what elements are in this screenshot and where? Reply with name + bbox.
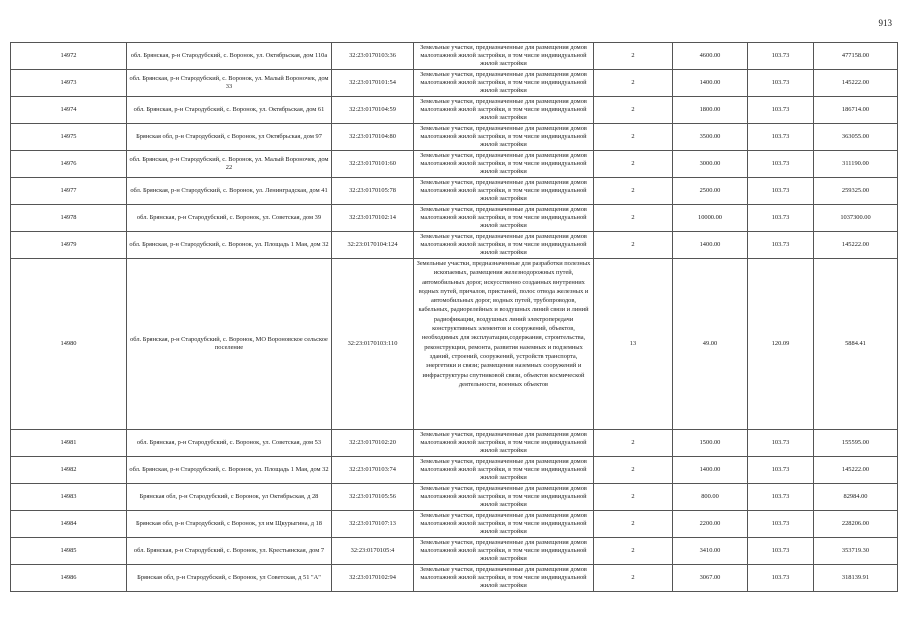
area-value: 1400.00 — [673, 457, 748, 484]
address-cell: обл. Брянская, р-н Стародубский, с. Воронок, ул. Советская, дом 39 — [127, 205, 332, 232]
table-row — [11, 43, 898, 70]
specific-value: 103.73 — [748, 124, 814, 151]
record-number: 14982 — [11, 457, 127, 484]
cadastral-number: 32:23:0170102:94 — [332, 565, 414, 592]
specific-value: 103.73 — [748, 511, 814, 538]
land-use-description: Земельные участки, предназначенные для размещения домов малоэтажной жилой застройки, в том числе индивидуальной жилой застройки — [414, 232, 594, 259]
record-number: 14983 — [11, 484, 127, 511]
land-use-description: Земельные участки, предназначенные для размещения домов малоэтажной жилой застройки, в том числе индивидуальной жилой застройки — [414, 178, 594, 205]
land-use-description: Земельные участки, предназначенные для размещения домов малоэтажной жилой застройки, в том числе индивидуальной жилой застройки — [414, 457, 594, 484]
specific-value: 103.73 — [748, 430, 814, 457]
table-row — [11, 97, 898, 124]
specific-value: 103.73 — [748, 151, 814, 178]
record-number: 14973 — [11, 70, 127, 97]
area-value: 1500.00 — [673, 430, 748, 457]
cadastral-value: 145222.00 — [814, 457, 898, 484]
cadastral-value: 5884.41 — [814, 259, 898, 430]
cadastral-number: 32:23:0170104:124 — [332, 232, 414, 259]
cadastral-value: 145222.00 — [814, 232, 898, 259]
group-number: 2 — [594, 511, 673, 538]
cadastral-number: 32:23:0170103:74 — [332, 457, 414, 484]
record-number: 14975 — [11, 124, 127, 151]
specific-value: 103.73 — [748, 484, 814, 511]
table-row — [11, 511, 898, 538]
area-value: 3500.00 — [673, 124, 748, 151]
record-number: 14981 — [11, 430, 127, 457]
land-use-description: Земельные участки, предназначенные для размещения домов малоэтажной жилой застройки, в том числе индивидуальной жилой застройки — [414, 124, 594, 151]
specific-value: 103.73 — [748, 457, 814, 484]
cadastral-number: 32:23:0170107:13 — [332, 511, 414, 538]
address-cell: обл. Брянская, р-н Стародубский, с. Воронок, ул. Октябрьская, дом 110а — [127, 43, 332, 70]
table-row — [11, 484, 898, 511]
specific-value: 103.73 — [748, 205, 814, 232]
table-row — [11, 178, 898, 205]
group-number: 2 — [594, 484, 673, 511]
group-number: 2 — [594, 565, 673, 592]
cadastral-number: 32:23:0170105:56 — [332, 484, 414, 511]
group-number: 2 — [594, 97, 673, 124]
address-cell: Брянская обл, р-н Стародубский, с Воронок, ул Октябрьская, дом 97 — [127, 124, 332, 151]
cadastral-number: 32:23:0170103:36 — [332, 43, 414, 70]
land-use-description: Земельные участки, предназначенные для размещения домов малоэтажной жилой застройки, в том числе индивидуальной жилой застройки — [414, 43, 594, 70]
area-value: 3067.00 — [673, 565, 748, 592]
registry-body — [11, 43, 898, 592]
land-use-description: Земельные участки, предназначенные для разработки полезных ископаемых, размещения железнодорожных путей, автомобильных дорог, искусственно созданных внутренних водных путей, причалов, пристаней, полос отвода железных и автомобильных дорог, водных путей, трубопроводов, кабельных, радиорелейных и воздушных линий связи и линий радиофикации, воздушных линий электропередачи конструктивных элементов и сооружений, объектов, необходимых для эксплуатации,содержания, строительства, реконструкции, ремонта, развития наземных и подземных зданий, строений, сооружений, устройств транспорта, энергетики и связи; размещения наземных сооружений и инфраструктуры спутниковой связи, объектов космической деятельности, военных объектов — [414, 259, 594, 430]
area-value: 49.00 — [673, 259, 748, 430]
group-number: 2 — [594, 151, 673, 178]
cadastral-number: 32:23:0170105:4 — [332, 538, 414, 565]
cadastral-value: 82984.00 — [814, 484, 898, 511]
area-value: 4600.00 — [673, 43, 748, 70]
specific-value: 103.73 — [748, 538, 814, 565]
cadastral-value: 318139.91 — [814, 565, 898, 592]
cadastral-value: 155595.00 — [814, 430, 898, 457]
table-row — [11, 232, 898, 259]
land-use-description: Земельные участки, предназначенные для размещения домов малоэтажной жилой застройки, в том числе индивидуальной жилой застройки — [414, 511, 594, 538]
cadastral-value: 228206.00 — [814, 511, 898, 538]
land-registry-table — [10, 42, 898, 592]
group-number: 13 — [594, 259, 673, 430]
group-number: 2 — [594, 430, 673, 457]
cadastral-value: 477158.00 — [814, 43, 898, 70]
table-row — [11, 70, 898, 97]
record-number: 14972 — [11, 43, 127, 70]
area-value: 1800.00 — [673, 97, 748, 124]
record-number: 14978 — [11, 205, 127, 232]
address-cell: обл. Брянская, р-н Стародубский, с. Воронок, ул. Октябрьская, дом 61 — [127, 97, 332, 124]
record-number: 14985 — [11, 538, 127, 565]
table-row — [11, 259, 898, 430]
group-number: 2 — [594, 70, 673, 97]
area-value: 1400.00 — [673, 232, 748, 259]
specific-value: 103.73 — [748, 232, 814, 259]
specific-value: 103.73 — [748, 565, 814, 592]
area-value: 10000.00 — [673, 205, 748, 232]
specific-value: 103.73 — [748, 97, 814, 124]
page-number: 913 — [878, 18, 892, 28]
land-use-description: Земельные участки, предназначенные для размещения домов малоэтажной жилой застройки, в том числе индивидуальной жилой застройки — [414, 484, 594, 511]
cadastral-value: 353719.30 — [814, 538, 898, 565]
record-number: 14974 — [11, 97, 127, 124]
cadastral-value: 259325.00 — [814, 178, 898, 205]
record-number: 14976 — [11, 151, 127, 178]
cadastral-number: 32:23:0170104:80 — [332, 124, 414, 151]
group-number: 2 — [594, 232, 673, 259]
area-value: 3000.00 — [673, 151, 748, 178]
cadastral-value: 363055.00 — [814, 124, 898, 151]
area-value: 800.00 — [673, 484, 748, 511]
land-use-description: Земельные участки, предназначенные для размещения домов малоэтажной жилой застройки, в том числе индивидуальной жилой застройки — [414, 538, 594, 565]
group-number: 2 — [594, 124, 673, 151]
record-number: 14980 — [11, 259, 127, 430]
area-value: 2200.00 — [673, 511, 748, 538]
cadastral-number: 32:23:0170101:54 — [332, 70, 414, 97]
cadastral-value: 1037300.00 — [814, 205, 898, 232]
record-number: 14977 — [11, 178, 127, 205]
table-row — [11, 205, 898, 232]
area-value: 1400.00 — [673, 70, 748, 97]
specific-value: 103.73 — [748, 43, 814, 70]
table-row — [11, 151, 898, 178]
specific-value: 120.09 — [748, 259, 814, 430]
table-row — [11, 457, 898, 484]
address-cell: обл. Брянская, р-н Стародубский, с. Воронок, ул. Площадь 1 Мая, дом 32 — [127, 457, 332, 484]
record-number: 14984 — [11, 511, 127, 538]
cadastral-number: 32:23:0170102:20 — [332, 430, 414, 457]
cadastral-value: 311190.00 — [814, 151, 898, 178]
group-number: 2 — [594, 457, 673, 484]
cadastral-number: 32:23:0170101:60 — [332, 151, 414, 178]
address-cell: обл. Брянская, р-н Стародубский, с. Воронок, ул. Площадь 1 Мая, дом 32 — [127, 232, 332, 259]
cadastral-number: 32:23:0170103:110 — [332, 259, 414, 430]
cadastral-number: 32:23:0170104:59 — [332, 97, 414, 124]
cadastral-value: 186714.00 — [814, 97, 898, 124]
land-use-description: Земельные участки, предназначенные для размещения домов малоэтажной жилой застройки, в том числе индивидуальной жилой застройки — [414, 430, 594, 457]
address-cell: Брянская обл, р-н Стародубский, с Воронок, ул им Щкурыгина, д 18 — [127, 511, 332, 538]
address-cell: обл. Брянская, р-н Стародубский, с. Воронок, ул. Малый Вороночек, дом 22 — [127, 151, 332, 178]
address-cell: Брянская обл, р-н Стародубский, с Воронок, ул Октябрьская, д 28 — [127, 484, 332, 511]
cadastral-number: 32:23:0170102:14 — [332, 205, 414, 232]
address-cell: обл. Брянская, р-н Стародубский, с. Воронок, ул. Ленинградская, дом 41 — [127, 178, 332, 205]
cadastral-value: 145222.00 — [814, 70, 898, 97]
land-use-description: Земельные участки, предназначенные для размещения домов малоэтажной жилой застройки, в том числе индивидуальной жилой застройки — [414, 70, 594, 97]
address-cell: Брянская обл, р-н Стародубский, с Воронок, ул Советская, д 51 "А" — [127, 565, 332, 592]
land-use-description: Земельные участки, предназначенные для размещения домов малоэтажной жилой застройки, в том числе индивидуальной жилой застройки — [414, 97, 594, 124]
cadastral-number: 32:23:0170105:78 — [332, 178, 414, 205]
group-number: 2 — [594, 178, 673, 205]
land-use-description: Земельные участки, предназначенные для размещения домов малоэтажной жилой застройки, в том числе индивидуальной жилой застройки — [414, 205, 594, 232]
specific-value: 103.73 — [748, 178, 814, 205]
record-number: 14979 — [11, 232, 127, 259]
area-value: 3410.00 — [673, 538, 748, 565]
address-cell: обл. Брянская, р-н Стародубский, с. Воронок, ул. Советская, дом 53 — [127, 430, 332, 457]
land-use-description: Земельные участки, предназначенные для размещения домов малоэтажной жилой застройки, в том числе индивидуальной жилой застройки — [414, 151, 594, 178]
table-row — [11, 124, 898, 151]
group-number: 2 — [594, 538, 673, 565]
table-row — [11, 565, 898, 592]
address-cell: обл. Брянская, р-н Стародубский, с. Воронок, ул. Малый Вороночек, дом 33 — [127, 70, 332, 97]
address-cell: обл. Брянская, р-н Стародубский, с. Воронок, МО Вороновское сельское поселение — [127, 259, 332, 430]
address-cell: обл. Брянская, р-н Стародубский, с. Воронок, ул. Крестьянская, дом 7 — [127, 538, 332, 565]
table-row — [11, 430, 898, 457]
specific-value: 103.73 — [748, 70, 814, 97]
land-use-description: Земельные участки, предназначенные для размещения домов малоэтажной жилой застройки, в том числе индивидуальной жилой застройки — [414, 565, 594, 592]
area-value: 2500.00 — [673, 178, 748, 205]
group-number: 2 — [594, 205, 673, 232]
record-number: 14986 — [11, 565, 127, 592]
group-number: 2 — [594, 43, 673, 70]
table-row — [11, 538, 898, 565]
